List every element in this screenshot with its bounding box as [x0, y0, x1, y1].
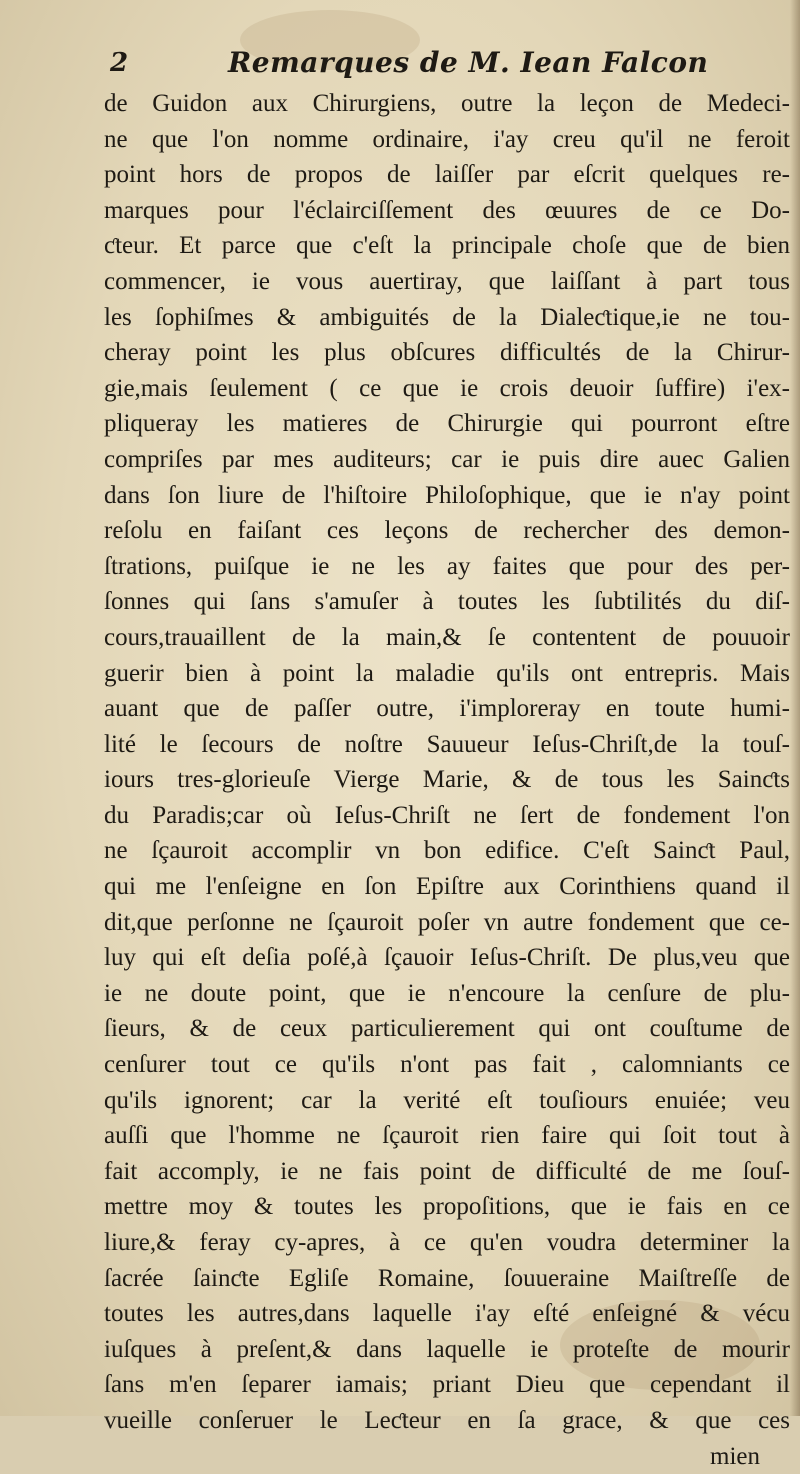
text-line: ie ne doute point, que ie n'encoure la cenſure de plu-: [104, 979, 790, 1007]
text-line: iours tres-glorieuſe Vierge Marie, & de tous les Sainƈts: [104, 766, 790, 794]
page-header: [0, 44, 800, 84]
text-line: qu'ils ignorent; car la verité eſt touſiours enuiée; veu: [104, 1086, 790, 1114]
text-line: fait accomply, ie ne fais point de difficulté de me ſouſ-: [104, 1157, 790, 1185]
text-line: dit,que perſonne ne ſçauroit poſer vn autre fondement que ce-: [104, 908, 790, 936]
text-line: marques pour l'éclairciſſement des œuures de ce Do-: [104, 196, 790, 224]
text-line: dans ſon liure de l'hiſtoire Philoſophique, que ie n'ay point: [104, 481, 790, 509]
text-line: de Guidon aux Chirurgiens, outre la leçon de Medeci-: [104, 90, 790, 117]
text-line: auant que de paſſer outre, i'imploreray en toute humi-: [104, 695, 790, 723]
text-line: ſieurs, & de ceux particulierement qui ont couſtume de: [104, 1015, 790, 1043]
text-line: ſacrée ſainƈte Egliſe Romaine, ſouueraine Maiſtreſſe de: [104, 1264, 790, 1292]
text-line: ſans m'en ſeparer iamais; priant Dieu que cependant il: [104, 1371, 790, 1399]
text-line: cenſurer tout ce qu'ils n'ont pas fait , calomniants ce: [104, 1051, 790, 1079]
text-line: ƈteur. Et parce que c'eſt la principale choſe que de bien: [104, 232, 790, 260]
text-line: mettre moy & toutes les propoſitions, que ie fais en ce: [104, 1193, 790, 1221]
text-line: cours,trauaillent de la main,& ſe contentent de pouuoir: [104, 623, 790, 651]
text-line: ſonnes qui ſans s'amuſer à toutes les ſubtilités du diſ-: [104, 588, 790, 616]
text-line: pliqueray les matieres de Chirurgie qui pourront eſtre: [104, 410, 790, 438]
text-line: ne ſçauroit accomplir vn bon edifice. C'eſt Sainƈt Paul,: [104, 837, 790, 865]
text-line: point hors de propos de laiſſer par eſcrit quelques re-: [104, 161, 790, 189]
body-text: [104, 86, 790, 1474]
running-head: Remarques de M. Iean Falcon: [228, 46, 709, 79]
text-line: lité le ſecours de noſtre Sauueur Ieſus-Chriſt,de la touſ-: [104, 730, 790, 758]
text-line: liure,& feray cy-apres, à ce qu'en voudra determiner la: [104, 1229, 790, 1256]
text-line: ne que l'on nomme ordinaire, i'ay creu qu'il ne feroit: [104, 125, 790, 153]
text-line: gie,mais ſeulement ( ce que ie crois deuoir ſuffire) i'ex-: [104, 374, 790, 402]
text-line: iuſques à preſent,& dans laquelle ie proteſte de mourir: [104, 1335, 790, 1363]
text-line: qui me l'enſeigne en ſon Epiſtre aux Corinthiens quand il: [104, 873, 790, 901]
text-line: cheray point les plus obſcures difficultés de la Chirur-: [104, 339, 790, 367]
text-line: toutes les autres,dans laquelle i'ay eſté enſeigné & vécu: [104, 1300, 790, 1328]
text-line: guerir bien à point la maladie qu'ils ont entrepris. Mais: [104, 659, 790, 687]
text-line: compriſes par mes auditeurs; car ie puis dire auec Galien: [104, 445, 790, 473]
text-line: luy qui eſt deſia poſé,à ſçauoir Ieſus-Chriſt. De plus,veu que: [104, 944, 790, 972]
page-edge-shadow: [790, 0, 800, 1416]
text-line: du Paradis;car où Ieſus-Chriſt ne ſert de fondement l'on: [104, 801, 790, 829]
text-line: reſolu en faiſant ces leçons de rechercher des demon-: [104, 517, 790, 545]
text-line: commencer, ie vous auertiray, que laiſſant à part tous: [104, 267, 790, 295]
text-line: les ſophiſmes & ambiguités de la Dialeƈtique,ie ne tou-: [104, 303, 790, 331]
page-number: 2: [110, 48, 129, 78]
text-line: mien: [710, 1442, 760, 1470]
text-line: ſtrations, puiſque ie ne les ay faites que pour des per-: [104, 552, 790, 580]
text-line: vueille conſeruer le Leƈteur en ſa grace, & que ces: [104, 1406, 790, 1434]
text-line: auſſi que l'homme ne ſçauroit rien faire qui ſoit tout à: [104, 1122, 790, 1150]
